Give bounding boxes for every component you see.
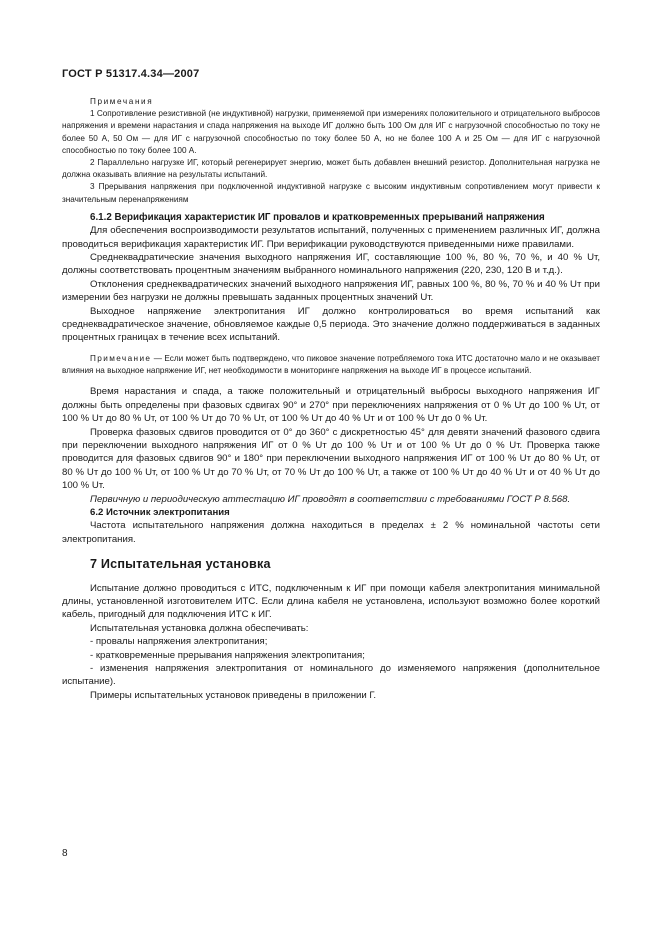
section-6-1-2-body (62, 224, 600, 345)
note-1: 1 Сопротивление резистивной (не индуктивной) нагрузки, применяемой при измерениях положительного и отрицательного выбросов напряжения и времени нарастания и спада напряжения на выходе ИГ должно быть 100 Ом для ИГ с нагрузочной способностью по току не более 50 А, 50 Ом — для ИГ с нагрузочной способностью по току более 50 А, но не более 100 А и 25 Ом — для ИГ с нагрузочной способностью по току более 100 А. (62, 109, 600, 155)
paragraph: Для обеспечения воспроизводимости результатов испытаний, полученных с применением различных ИГ, должна проводиться верификация характеристик ИГ. При верификации руководствуются приведенными ниже правилами. (62, 225, 600, 250)
list-item: - кратковременные прерывания напряжения электропитания; (90, 649, 365, 661)
paragraph: Среднеквадратические значения выходного напряжения ИГ, составляющие 100 %, 80 %, 70 %, и 40 % Uт, должны соответствовать процентным значениям выбранного номинального напряжения (220, 230, 120 В и т.д.). (62, 252, 600, 277)
section-6-2-heading: 6.2 Источник электропитания (90, 506, 230, 518)
note-paragraph (62, 353, 600, 377)
section-6-1-2-body-continued (62, 385, 600, 506)
paragraph: Время нарастания и спада, а также положительный и отрицательный выбросы выходного напряжения ИГ должны быть определены при фазовых сдвигах 90° и 270° при переключениях напряжения от 0 % Uт до 100 % Uт, от 100 % Uт до 80 % Uт, от 100 % Uт до 70 % Uт, от 100 % Uт до 40 % Uт и от 100 % Uт до 0 % Uт. (62, 386, 600, 425)
section-7-heading: 7 Испытательная установка (90, 557, 271, 572)
section-6-1-2-heading: 6.1.2 Верификация характеристик ИГ провалов и кратковременных прерываний напряжения (90, 211, 545, 223)
paragraph: Испытательная установка должна обеспечивать: (90, 622, 309, 634)
note-3: 3 Прерывания напряжения при подключенной индуктивной нагрузке с высоким индуктивным сопротивлением могут привести к значительным перенапряжениям (62, 182, 600, 204)
note-label: Примечание (90, 353, 152, 363)
list-item: - изменения напряжения электропитания от номинального до изменяемого напряжения (дополнительное испытание). (62, 663, 600, 688)
paragraph: Отклонения среднеквадратических значений выходного напряжения ИГ, равных 100 %, 80 %, 70 % и 40 % Uт при измерении без нагрузки не должны превышать заданных процентных значений Uт. (62, 278, 600, 304)
notes-title: Примечания (90, 97, 154, 106)
paragraph: Частота испытательного напряжения должна находиться в пределах ± 2 % номинальной частоты сети электропитания. (62, 520, 600, 545)
paragraph-italic: Первичную и периодическую аттестацию ИГ проводят в соответствии с требованиями ГОСТ Р 8.568. (90, 493, 571, 505)
page-content (62, 96, 600, 702)
section-7-body (62, 582, 600, 703)
document-header: ГОСТ Р 51317.4.34—2007 (62, 68, 200, 80)
list-item: - провалы напряжения электропитания; (90, 636, 268, 648)
notes-block (62, 96, 600, 206)
paragraph: Проверка фазовых сдвигов проводится от 0° до 360° с дискретностью 45° для девяти значений фазового сдвига при переключении выходного напряжения ИГ от 0 % Uт до 100 % Uт и от 100 % Uт до 0 % Uт. Проверка также проводится для фазовых сдвигов 90° и 180° при переключении выходного напряжения ИГ от 100 % Uт до 80 % Uт, от 80 % Uт до 100 % Uт, от 100 % Uт до 70 % Uт, от 70 % Uт до 100 % Uт, а также от 100 % Uт до 40 % Uт и от 40 % Uт до 100 % Uт. (62, 426, 600, 492)
paragraph: Выходное напряжение электропитания ИГ должно контролироваться во время испытаний как среднеквадратическое значение, обновляемое каждые 0,5 периода. Это значение должно поддерживаться в заданных процентных границах в течение всех испытаний. (62, 305, 600, 344)
paragraph: Примеры испытательных установок приведены в приложении Г. (90, 689, 377, 701)
page-number: 8 (62, 848, 68, 859)
note-text: — Если может быть подтверждено, что пиковое значение потребляемого тока ИТС достаточно мало и не оказывает влияния на выходное напряжение ИГ, нет необходимости в мониторинге напряжения на выходе ИГ в процессе испытаний. (62, 353, 600, 376)
note-2: 2 Параллельно нагрузке ИГ, который регенерирует энергию, может быть добавлен внешний резистор. Дополнительная нагрузка не должна оказывать влияние на результаты испытаний. (62, 158, 600, 180)
note-block (62, 353, 600, 377)
paragraph: Испытание должно проводиться с ИТС, подключенным к ИГ при помощи кабеля электропитания минимальной длины, установленной изготовителем ИТС. Если длина кабеля не установлена, используют возможно более короткий кабель, пригодный для подключения ИТС к ИГ. (62, 582, 600, 621)
section-6-2-body (62, 519, 600, 546)
